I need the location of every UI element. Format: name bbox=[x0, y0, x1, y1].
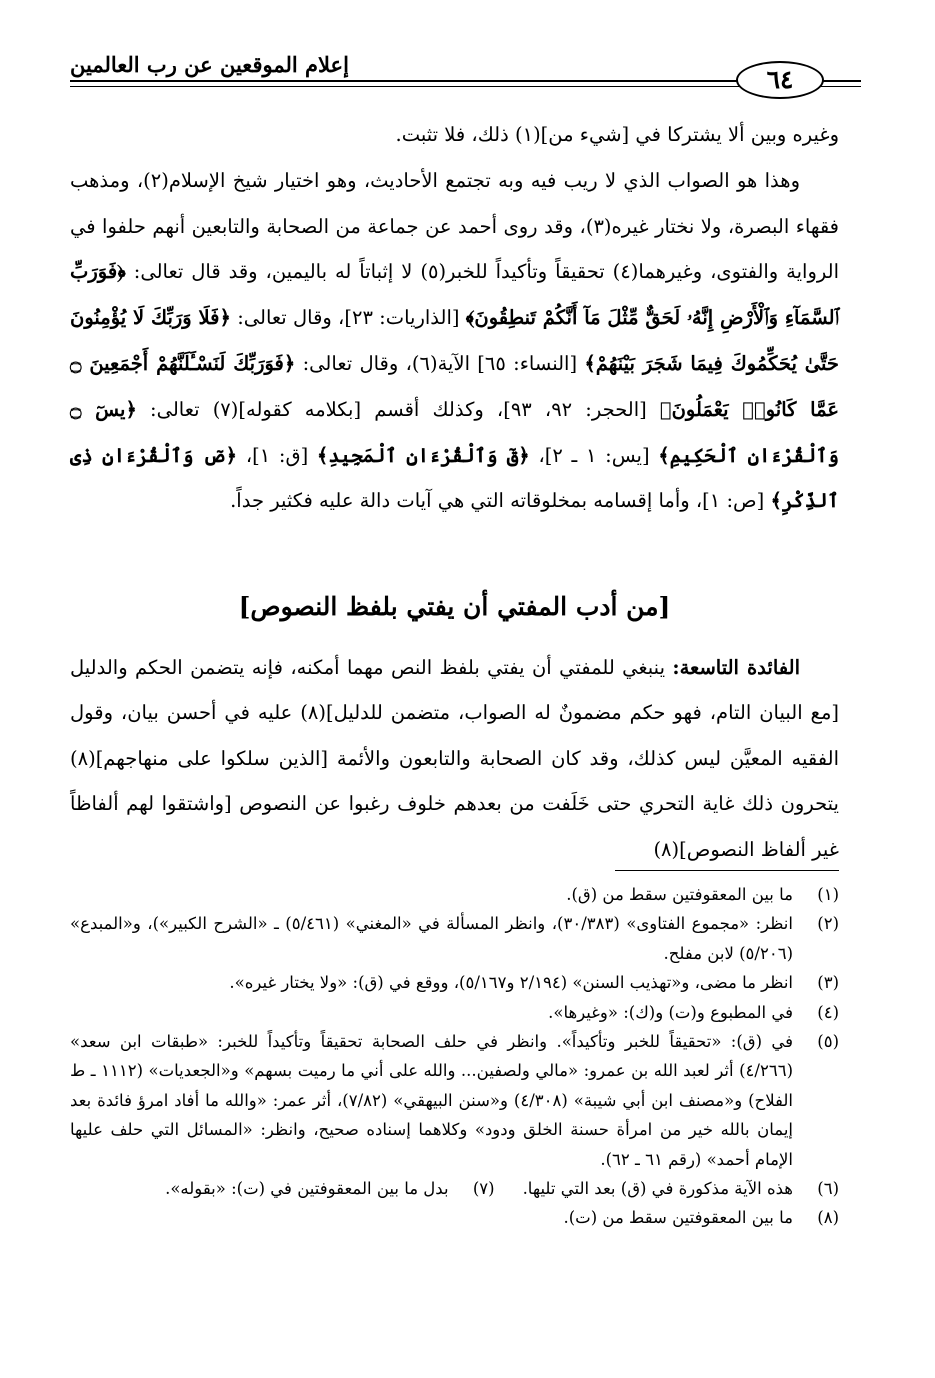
verse-reference: [الحجر: ٩٢، ٩٣]، وكذلك أقسم [بكلامه كقوله](٧) تعالى: bbox=[150, 397, 647, 421]
footnote bbox=[70, 880, 839, 909]
paragraph: وغيره وبين ألا يشتركا في [شيء من](١) ذلك، فلا تثبت. bbox=[395, 123, 839, 146]
page-number: ٦٤ bbox=[736, 61, 824, 99]
verse-reference: [ص: ١]، وأما إقسامه بمخلوقاته التي هي آيات دالة عليه فكثير جداً. bbox=[230, 489, 765, 513]
footnote bbox=[70, 909, 839, 968]
verse-reference: [النساء: ٦٥] الآية(٦)، وقال تعالى: bbox=[302, 351, 578, 375]
footnote-number: (٨) bbox=[817, 1208, 839, 1228]
paragraph-lead: الفائدة التاسعة: bbox=[672, 656, 800, 679]
section-heading: [من أدب المفتي أن يفتي بلفظ النصوص] bbox=[238, 592, 671, 621]
quran-verse: ﴿قٓ وَٱلْقُرْءَانِ ٱلْمَجِيدِ﴾ bbox=[316, 443, 530, 467]
paragraph bbox=[70, 158, 839, 524]
footnote-text: انظر: «مجموع الفتاوى» (٣٠/٣٨٣)، وانظر المسألة في «المغني» (٥/٤٦١) ـ «الشرح الكبير»)، و«المبدع» (٥/٢٠٦) لابن مفلح. bbox=[70, 914, 793, 963]
footnote bbox=[165, 1174, 494, 1203]
footnote-text: في المطبوع و(ت) و(ك): «وغيرها». bbox=[548, 1002, 793, 1022]
verse-reference: [يس: ١ ـ ٢]، bbox=[538, 443, 650, 467]
footnote-number: (٦) bbox=[817, 1179, 839, 1199]
quran-verse: ﴿يسٓ ۝ وَٱلْقُرْءَانِ ٱلْحَكِيمِ﴾ bbox=[70, 397, 839, 467]
footnote-text: في (ق): «تحقيقاً للخبر وتأكيداً». وانظر في حلف الصحابة تحقيقاً وتأكيداً للخبر: «طبقات ابن سعد» (٤/٢٦٦) أثر لعبد الله بن عمرو: «مالي ولصفين... والله على أني ما رميت بسهم» و«الجعديات» (١١١٢ ـ ط الفلاح) و«مصنف ابن أبي شيبة» (٤/٣٠٨) و«سنن البيهقي» (٧/٨٢)، أثر عمر: «والله ما أفاد امرؤ فائدة بعد إيمان بالله خير من امرأة حسنة الخلق ودود» وكلاهما إسناده صحيح، وانظر: «المسائل التي حلف عليها الإمام أحمد» (رقم ٦١ ـ ٦٢). bbox=[70, 1032, 794, 1169]
footnote-text: بدل ما بين المعقوفتين في (ت): «بقوله». bbox=[165, 1179, 449, 1199]
footnote-number: (١) bbox=[817, 885, 839, 904]
footnote-text: هذه الآية مذكورة في (ق) بعد التي تليها. bbox=[522, 1179, 793, 1199]
footnotes bbox=[70, 880, 839, 1233]
footnote-number: (٢) bbox=[817, 914, 839, 934]
verse-reference: [ق: ١]، bbox=[245, 443, 309, 467]
footnote bbox=[70, 998, 839, 1027]
paragraph-text: وهذا هو الصواب الذي لا ريب فيه وبه تجتمع الأحاديث، وهو اختيار شيخ الإسلام(٢)، ومذهب فقهاء البصرة، ولا نختار غيره(٣)، وقد روى أحمد عن جماعة من الصحابة والتابعين أنهم حلفوا في الرواية والفتوى، وغيرهما(٤) تحقيقاً وتأكيداً للخبر(٥) لا إثباتاً له باليمين، وقد قال تعالى: bbox=[70, 168, 840, 284]
paragraph-text: ينبغي للمفتي أن يفتي بلفظ النص مهما أمكنه، فإنه يتضمن الحكم والدليل [مع البيان التام، فهو حكم مضمونٌ له الصواب، متضمن للدليل](٨) عليه في أحسن بيان، وقول الفقيه المعيَّن ليس كذلك، وقد كان الصحابة والتابعون والأئمة [الذين سلكوا على منهاجهم](٨) يتحرون ذلك غاية التحري حتى خَلَفت من بعدهم خلوف رغبوا عن النصوص [واشتقوا لهم ألفاظاً غير ألفاظ النصوص](٨) bbox=[70, 656, 839, 861]
footnote bbox=[70, 968, 839, 997]
section-text bbox=[70, 645, 839, 872]
footnote bbox=[523, 1174, 839, 1203]
footnote-text: انظر ما مضى، و«تهذيب السنن» (٢/١٩٤ و٥/١٦٧)، ووقع في (ق): «ولا يختار غيره». bbox=[229, 973, 793, 993]
footnote-row bbox=[70, 1174, 839, 1203]
quran-verse: ﴿فَلَا وَرَبِّكَ لَا يُؤْمِنُونَ حَتَّىٰ يُحَكِّمُوكَ فِيمَا شَجَرَ بَيْنَهُمْ﴾ bbox=[70, 306, 839, 375]
quran-verse: ﴿فَوَرَبِّ ٱلسَّمَآءِ وَٱلْأَرْضِ إِنَّهُۥ لَحَقٌّ مِّثْلَ مَآ أَنَّكُمْ تَنطِقُونَ﴾ bbox=[70, 260, 840, 330]
paragraph bbox=[70, 645, 839, 872]
running-title: إعلام الموقعين عن رب العالمين bbox=[70, 52, 349, 77]
footnote-text: ما بين المعقوفتين سقط من (ت). bbox=[563, 1208, 793, 1228]
footnote-text: ما بين المعقوفتين سقط من (ق). bbox=[566, 885, 793, 904]
footnote-number: (٥) bbox=[817, 1032, 839, 1052]
footnote bbox=[70, 1203, 839, 1232]
footnote-number: (٤) bbox=[817, 1002, 839, 1022]
footnote-number: (٧) bbox=[472, 1179, 495, 1199]
verse-reference: [الذاريات: ٢٣]، وقال تعالى: bbox=[237, 306, 460, 330]
footnote-rule bbox=[615, 870, 839, 871]
main-text bbox=[70, 112, 839, 524]
quran-verse: ﴿فَوَرَبِّكَ لَنَسْـَٔلَنَّهُمْ أَجْمَعِينَ ۝ عَمَّا كَانُوا۟ يَعْمَلُونَ﴾ bbox=[70, 351, 839, 421]
footnote-number: (٣) bbox=[817, 973, 839, 993]
footnote bbox=[70, 1027, 839, 1174]
quran-verse: ﴿صٓ وَٱلْقُرْءَانِ ذِى ٱلذِّكْرِ﴾ bbox=[70, 443, 839, 513]
